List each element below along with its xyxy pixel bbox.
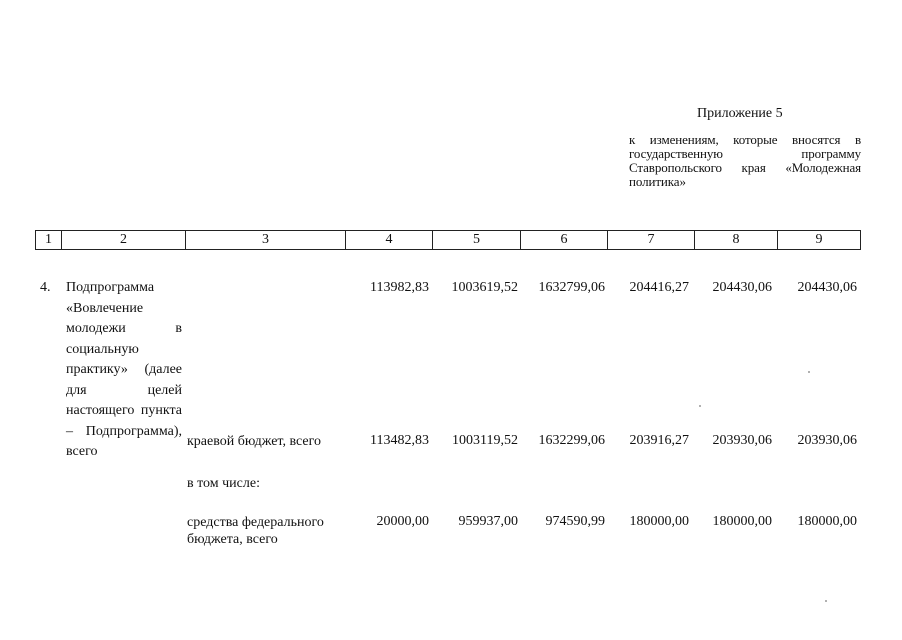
value-cell: 1632799,06 (538, 280, 605, 295)
column-header: 5 (433, 231, 521, 250)
value-cell: 204416,27 (629, 280, 689, 295)
appendix-description: к изменениям, которые вносятся в государственную программу Ставропольского края «Молодежная политика» (629, 132, 861, 189)
row-number: 4. (40, 280, 51, 295)
including-label: в том числе: (187, 476, 260, 491)
value-cell: 974590,99 (545, 514, 605, 529)
funding-source-label: краевой бюджет, всего (187, 434, 322, 449)
column-header-table (35, 230, 861, 250)
value-cell: 1003119,52 (452, 433, 518, 448)
column-header: 2 (62, 231, 186, 250)
value-cell: 203930,06 (712, 433, 772, 448)
value-cell: 203930,06 (797, 433, 857, 448)
value-cell: 204430,06 (712, 280, 772, 295)
value-cell: 180000,00 (797, 514, 857, 529)
header-row (36, 231, 861, 250)
scan-speck (808, 371, 810, 373)
value-cell: 20000,00 (376, 514, 429, 529)
column-header: 7 (608, 231, 695, 250)
subprogram-name: Подпрограмма «Вовлечение молодежи в социальную практику» (далее для целей настоящего пункта – Подпрограмма), всего (66, 280, 182, 459)
column-header: 1 (36, 231, 62, 250)
value-cell: 180000,00 (712, 514, 772, 529)
column-header: 3 (186, 231, 346, 250)
value-cell: 1632299,06 (538, 433, 605, 448)
value-cell: 1003619,52 (451, 280, 518, 295)
value-cell: 180000,00 (629, 514, 689, 529)
scan-speck (825, 600, 827, 602)
column-header: 6 (521, 231, 608, 250)
column-header: 9 (778, 231, 861, 250)
column-header: 4 (346, 231, 433, 250)
column-header: 8 (695, 231, 778, 250)
funding-source-label: средства федерального бюджета, всего (187, 515, 324, 547)
value-cell: 113482,83 (370, 433, 429, 448)
value-cell: 113982,83 (370, 280, 429, 295)
scan-speck (699, 405, 701, 407)
value-cell: 204430,06 (797, 280, 857, 295)
value-cell: 959937,00 (458, 514, 518, 529)
value-cell: 203916,27 (629, 433, 689, 448)
appendix-title: Приложение 5 (697, 106, 783, 121)
